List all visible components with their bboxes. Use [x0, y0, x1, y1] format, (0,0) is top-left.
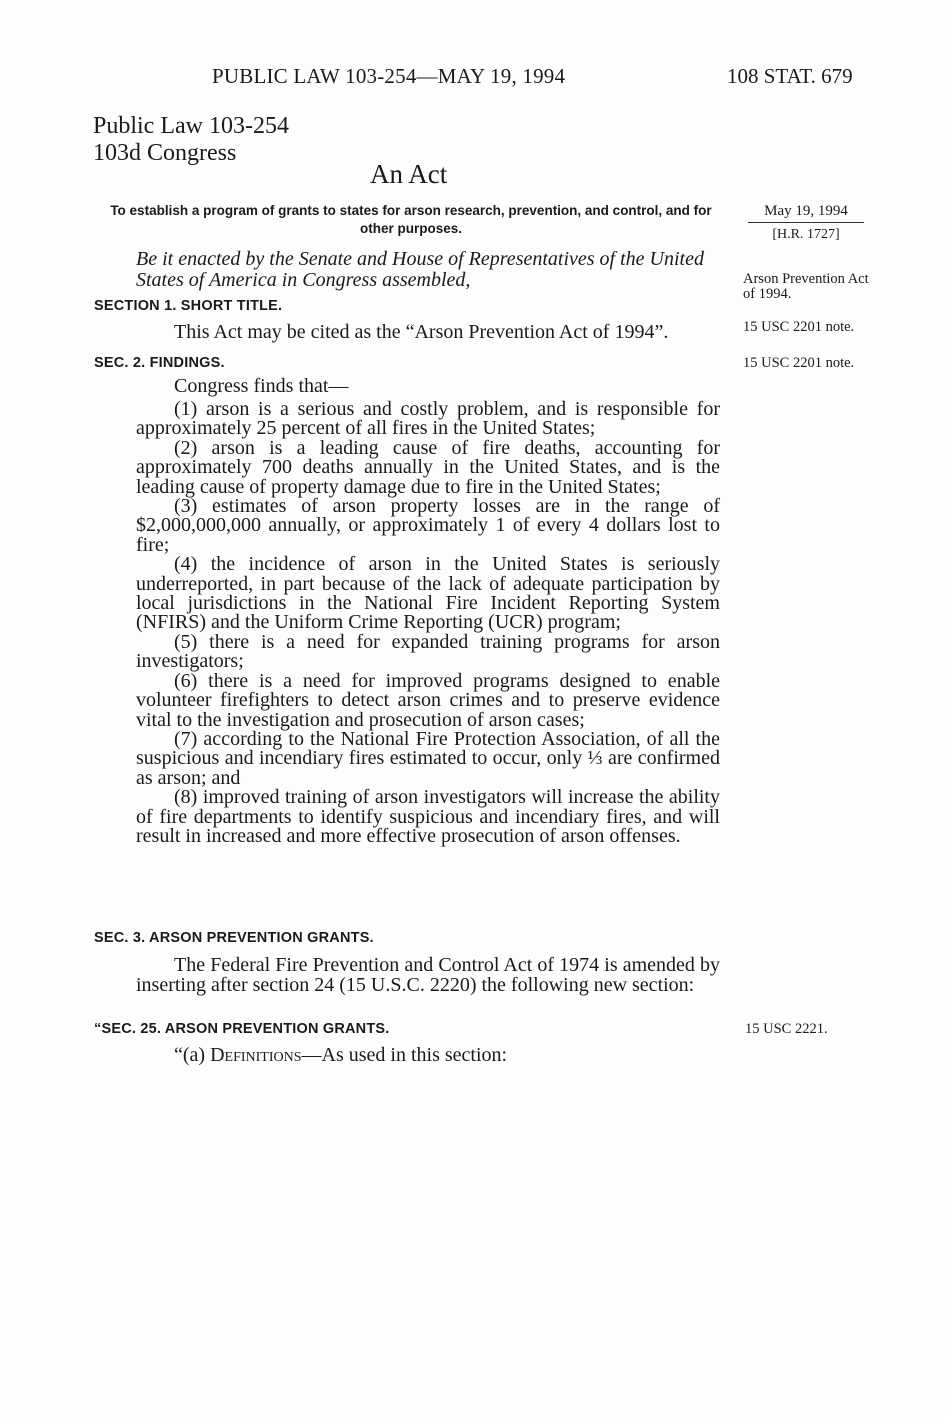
definitions-label: Definitions: [210, 1044, 302, 1066]
short-title-text: This Act may be cited as the “Arson Prevention Act of 1994”.: [174, 321, 669, 343]
section-1-body: [136, 322, 720, 342]
finding-item: (6) there is a need for improved programs designed to enable volunteer firefighters to detect arson crimes and to preserve evidence vital to the investigation and prosecution of arson cases;: [136, 669, 720, 731]
statute-reference: 108 STAT. 679: [727, 64, 853, 88]
findings-intro: [136, 376, 720, 396]
finding-item: (5) there is a need for expanded training programs for arson investigators;: [136, 630, 720, 673]
margin-note-short-title: Arson Prevention Act of 1994.: [743, 271, 869, 302]
margin-note-usc-2221: 15 USC 2221.: [745, 1021, 828, 1037]
margin-note-usc-2: 15 USC 2201 note.: [743, 355, 855, 371]
finding-item: (8) improved training of arson investigators will increase the ability of fire departments to identify suspicious and incendiary fires, and will result in increased and more effective prosecution of arson offenses.: [136, 786, 720, 847]
law-identification: [93, 113, 289, 167]
section-3-heading: SEC. 3. ARSON PREVENTION GRANTS.: [94, 930, 374, 946]
finding-item: (2) arson is a leading cause of fire deaths, accounting for approximately 700 deaths annually in the United States, and is the leading cause of property damage due to fire in the United States;: [136, 436, 720, 498]
public-law-number: Public Law 103-254: [93, 113, 289, 139]
finding-item: (4) the incidence of arson in the United States is seriously underreported, in part because of the lack of adequate participation by local jurisdictions in the National Fire Incident Reporting System (NFIRS) and the Uniform Crime Reporting (UCR) program;: [136, 553, 720, 634]
findings-intro-text: Congress finds that—: [174, 375, 349, 397]
section-25-body: [136, 1045, 720, 1065]
section-3-text: The Federal Fire Prevention and Control Act of 1974 is amended by inserting after section 24 (15 U.S.C. 2220) the following new section:: [136, 954, 720, 996]
finding-item: (1) arson is a serious and costly problem, and is responsible for approximately 25 percent of all fires in the United States;: [136, 398, 720, 440]
finding-item: (3) estimates of arson property losses are in the range of $2,000,000,000 annually, or approximately 1 of every 4 dollars lost to fire;: [136, 495, 720, 556]
running-head: PUBLIC LAW 103-254—MAY 19, 1994: [212, 64, 566, 88]
act-purpose: To establish a program of grants to states for arson research, prevention, and control, and for other purposes.: [110, 203, 712, 236]
section-3-body: [136, 955, 720, 995]
enacting-clause: Be it enacted by the Senate and House of Representatives of the United States of America in Congress assembled,: [136, 248, 704, 291]
margin-note-usc-1: 15 USC 2201 note.: [743, 319, 855, 335]
section-1-heading: SECTION 1. SHORT TITLE.: [94, 298, 283, 314]
section-2-heading: SEC. 2. FINDINGS.: [94, 355, 225, 371]
findings-list: [136, 400, 720, 846]
definitions-paragraph: “(a) Definitions—As used in this section:: [174, 1044, 508, 1066]
congress-number: 103d Congress: [93, 140, 237, 166]
definitions-text: —As used in this section:: [301, 1044, 508, 1066]
act-title: An Act: [370, 159, 448, 189]
finding-item: (7) according to the National Fire Protection Association, of all the suspicious and incendiary fires estimated to occur, only ⅓ are confirmed as arson; and: [136, 727, 720, 789]
margin-date: May 19, 1994: [748, 203, 864, 223]
margin-bill-number: [H.R. 1727]: [772, 227, 840, 242]
section-25-heading: “SEC. 25. ARSON PREVENTION GRANTS.: [94, 1021, 390, 1037]
